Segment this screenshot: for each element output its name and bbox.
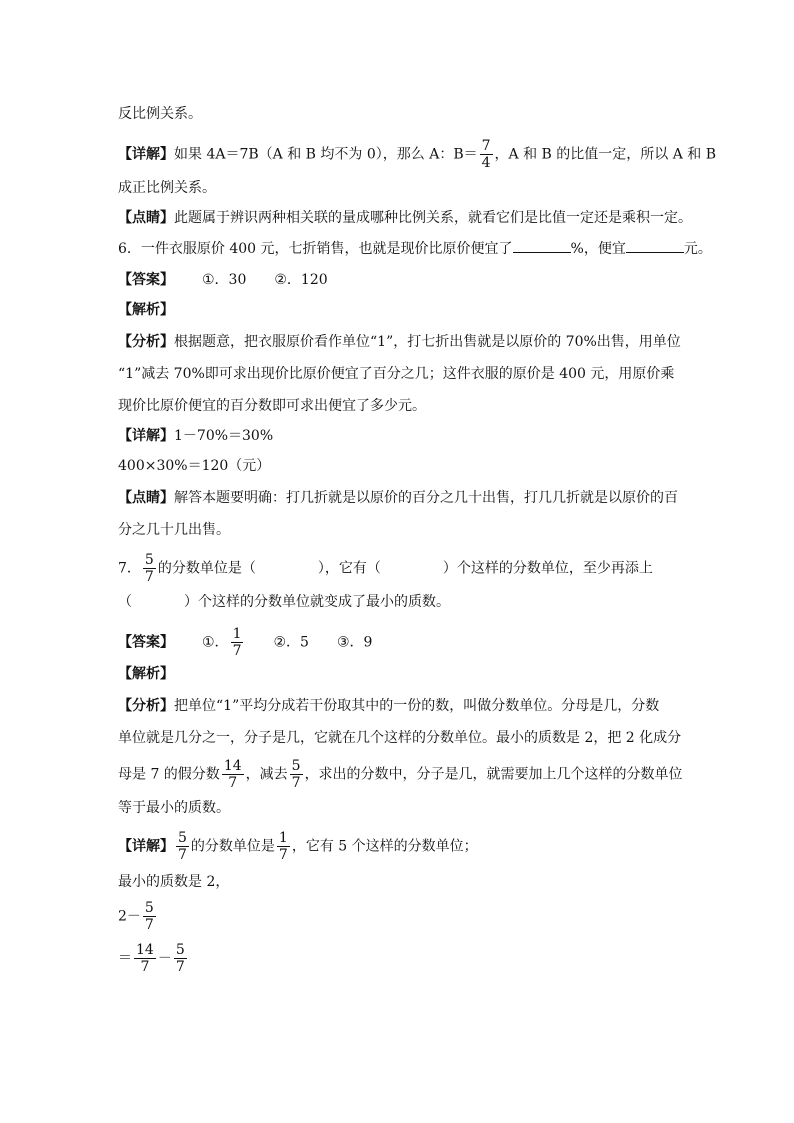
answer-line: 【答案】 ①．30 ②．120 <box>118 272 328 288</box>
analysis-line: 母是 7 的假分数 $\frac{14}{7}$ ，减去 $\frac{5}{7}$ ，求出的分数中，分子是几，就需要加上几个这样的分数单位 <box>118 758 683 791</box>
detail-line <box>118 138 716 171</box>
question-7: 7． $\frac{5}{7}$ 的分数单位是（ ），它有（ ）个这样的分数单位，至少再添上 <box>118 552 653 585</box>
section-tag: 【分析】 <box>118 698 174 714</box>
analysis-line: 单位就是几分之一，分子是几，它就在几个这样的分数单位。最小的质数是 2，把 2 化成分 <box>118 730 682 746</box>
analysis-line: 【分析】根据题意，把衣服原价看作单位“1”，打七折出售就是以原价的 70%出售，用单位 <box>118 334 681 350</box>
section-tag: 【分析】 <box>118 334 174 350</box>
fraction: $\frac{5}{7}$ <box>175 942 185 975</box>
fraction: $\frac{14}{7}$ <box>136 942 154 975</box>
fraction: $\frac{14}{7}$ <box>223 758 242 791</box>
text: ，A 和 B 的比值一定，所以 A 和 B <box>494 146 717 163</box>
equation-line: ＝ $\frac{14}{7}$ － $\frac{5}{7}$ <box>118 942 185 975</box>
question-7-cont: （ ）个这样的分数单位就变成了最小的质数。 <box>118 594 450 610</box>
detail-line: 400×30%＝120（元） <box>118 458 271 474</box>
section-tag: 【详解】 <box>118 838 174 855</box>
fraction: $\frac{1}{7}$ <box>278 830 288 863</box>
section-tag: 【答案】 <box>118 634 174 651</box>
fraction: $\frac{5}{7}$ <box>144 552 154 585</box>
fraction: $\frac{5}{7}$ <box>144 900 154 933</box>
section-tag: 【点睛】 <box>118 210 174 226</box>
fraction: $\frac{7}{4}$ <box>481 138 491 171</box>
detail-line: 【详解】 $\frac{5}{7}$ 的分数单位是 $\frac{1}{7}$ ，它有 5 个这样的分数单位； <box>118 830 478 863</box>
text: 此题属于辨识两种相关联的量成哪种比例关系，就看它们是比值一定还是乘积一定。 <box>174 210 692 226</box>
detail-line: 【详解】1－70%＝30% <box>118 428 274 444</box>
tip-line: 【点睛】解答本题要明确：打几折就是以原价的百分之几十出售，打几几折就是以原价的百 <box>118 490 678 506</box>
detail-line: 最小的质数是 2， <box>118 874 230 890</box>
analysis-line: 等于最小的质数。 <box>118 800 230 816</box>
fraction: $\frac{5}{7}$ <box>178 830 187 863</box>
text: 如果 4A＝7B（A 和 B 均不为 0），那么 A：B＝ <box>174 146 478 163</box>
analysis-line: “1”减去 70%即可求出现价比原价便宜了百分之几；这件衣服的原价是 400 元，用原价乘 <box>118 366 675 382</box>
fraction: $\frac{5}{7}$ <box>291 758 301 791</box>
analysis-heading: 【解析】 <box>118 666 174 682</box>
answer-line: 【答案】 ①． $\frac{1}{7}$ ②．5 ③．9 <box>118 626 373 659</box>
equation-line: 2－ $\frac{5}{7}$ <box>118 900 154 933</box>
section-tag: 【答案】 <box>118 272 174 288</box>
section-tag: 【详解】 <box>118 428 174 444</box>
section-tag: 【详解】 <box>118 146 174 163</box>
analysis-heading: 【解析】 <box>118 302 174 318</box>
analysis-line: 现价比原价便宜的百分数即可求出便宜了多少元。 <box>118 398 426 414</box>
fraction: $\frac{1}{7}$ <box>232 626 242 659</box>
answer-blank <box>626 238 684 253</box>
answer-blank <box>513 238 571 253</box>
text-line: 成正比例关系。 <box>118 180 216 196</box>
analysis-line: 【分析】把单位“1”平均分成若干份取其中的一份的数，叫做分数单位。分母是几，分数 <box>118 698 660 714</box>
section-tag: 【点睛】 <box>118 490 174 506</box>
tip-line: 分之几十几出售。 <box>118 522 230 538</box>
tip-line <box>118 208 692 228</box>
question-6: 6．一件衣服原价 400 元，七折销售，也就是现价比原价便宜了 %，便宜 元。 <box>118 238 712 259</box>
text-line: 反比例关系。 <box>118 106 202 122</box>
